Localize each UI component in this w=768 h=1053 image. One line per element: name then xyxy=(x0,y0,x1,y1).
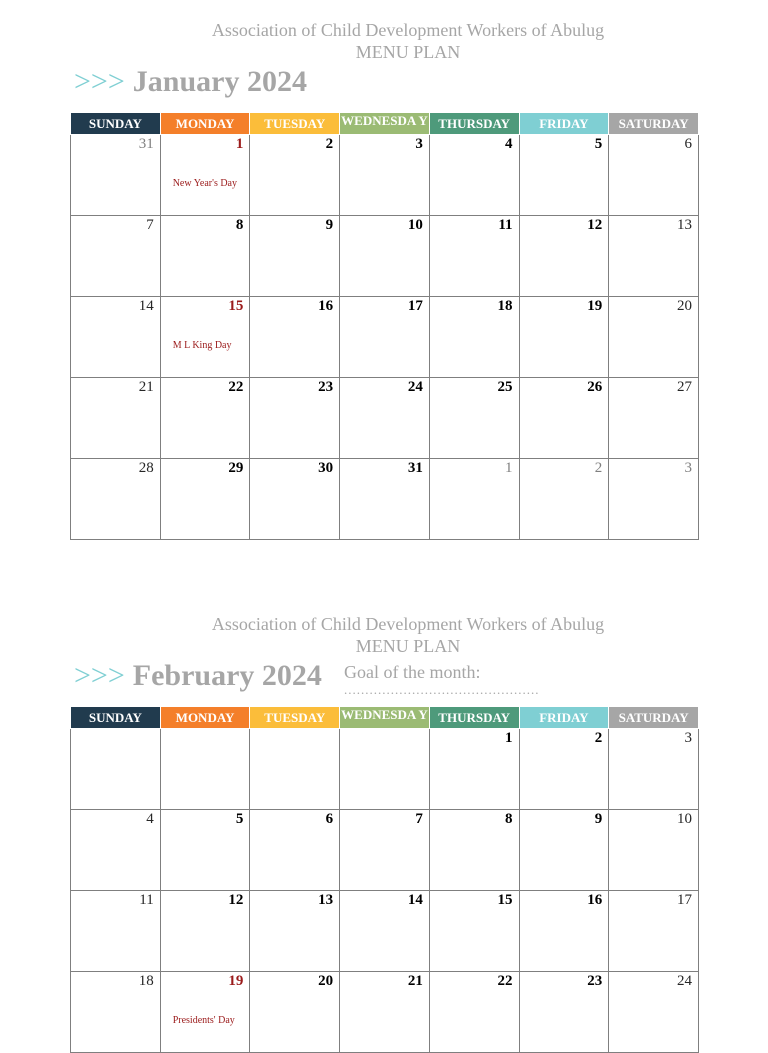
day-number: 15 xyxy=(228,298,244,314)
calendar-day-cell[interactable] xyxy=(609,729,699,810)
weekday-header xyxy=(160,707,250,729)
calendar-day-cell[interactable] xyxy=(429,891,519,972)
weekday-header xyxy=(429,707,519,729)
day-number: 14 xyxy=(138,298,154,314)
day-number: 7 xyxy=(146,217,154,233)
calendar-day-cell[interactable] xyxy=(429,810,519,891)
calendar-day-cell[interactable] xyxy=(340,135,430,216)
calendar-grid xyxy=(70,112,699,540)
calendar-day-cell[interactable] xyxy=(160,216,250,297)
calendar-day-cell[interactable] xyxy=(250,810,340,891)
day-number: 6 xyxy=(325,811,334,827)
day-number: 24 xyxy=(407,379,423,395)
calendar-day-cell[interactable] xyxy=(519,891,609,972)
day-number: 31 xyxy=(407,460,423,476)
weekday-header xyxy=(429,113,519,135)
calendar-week-row xyxy=(71,891,699,972)
calendar-day-cell[interactable] xyxy=(519,378,609,459)
day-number: 25 xyxy=(497,379,513,395)
day-number: 4 xyxy=(505,136,513,152)
month-title xyxy=(74,657,322,695)
calendar-week-row xyxy=(71,216,699,297)
day-number: 9 xyxy=(594,811,603,827)
day-number: 31 xyxy=(138,136,154,152)
weekday-label: TUESDAY xyxy=(264,116,326,131)
calendar-day-cell[interactable] xyxy=(250,891,340,972)
weekday-label: WEDNESDA Y xyxy=(341,707,428,722)
day-number: 29 xyxy=(228,460,244,476)
day-number: 1 xyxy=(505,730,513,746)
month-title xyxy=(74,63,307,101)
calendar-day-cell[interactable] xyxy=(160,972,250,1053)
day-number: 8 xyxy=(235,217,244,233)
holiday-label: Presidents' Day xyxy=(172,1015,235,1026)
calendar-day-cell[interactable] xyxy=(429,216,519,297)
calendar-day-cell[interactable] xyxy=(71,378,161,459)
weekday-label: THURSDAY xyxy=(438,710,511,725)
day-number: 23 xyxy=(318,379,334,395)
calendar-day-cell[interactable] xyxy=(160,378,250,459)
day-number: 16 xyxy=(587,892,603,908)
day-number: 9 xyxy=(325,217,334,233)
day-number: 27 xyxy=(677,379,692,395)
calendar-day-cell[interactable] xyxy=(519,459,609,540)
weekday-header xyxy=(71,113,161,135)
calendar-day-cell[interactable] xyxy=(609,216,699,297)
weekday-label: SUNDAY xyxy=(88,116,142,131)
calendar-day-cell[interactable] xyxy=(160,891,250,972)
calendar-week-row xyxy=(71,297,699,378)
calendar-day-cell[interactable] xyxy=(429,972,519,1053)
day-number: 22 xyxy=(228,379,244,395)
calendar-week-row xyxy=(71,378,699,459)
day-number: 21 xyxy=(138,379,154,395)
day-number: 18 xyxy=(138,973,154,989)
calendar-day-cell[interactable] xyxy=(160,459,250,540)
calendar-day-cell[interactable] xyxy=(429,378,519,459)
holiday-label: New Year's Day xyxy=(172,178,237,189)
calendar-day-cell[interactable] xyxy=(519,810,609,891)
calendar-week-row xyxy=(71,810,699,891)
day-number: 18 xyxy=(497,298,513,314)
day-number: 17 xyxy=(407,298,423,314)
day-number: 11 xyxy=(498,217,513,233)
calendar-day-cell[interactable] xyxy=(609,378,699,459)
day-number: 3 xyxy=(684,730,692,746)
calendar-day-cell[interactable] xyxy=(160,135,250,216)
weekday-label: SUNDAY xyxy=(88,710,142,725)
calendar-day-cell[interactable] xyxy=(519,297,609,378)
month-name: January 2024 xyxy=(132,65,307,98)
day-number: 26 xyxy=(587,379,603,395)
weekday-header xyxy=(250,707,340,729)
day-number: 19 xyxy=(587,298,603,314)
weekday-header xyxy=(519,113,609,135)
calendar-day-cell[interactable] xyxy=(71,216,161,297)
day-number: 19 xyxy=(228,973,244,989)
calendar-day-cell[interactable] xyxy=(71,135,161,216)
calendar-day-cell[interactable] xyxy=(340,297,430,378)
calendar-day-cell[interactable] xyxy=(519,729,609,810)
calendar-day-cell[interactable] xyxy=(250,135,340,216)
weekday-label: FRIDAY xyxy=(539,710,589,725)
calendar-day-cell[interactable] xyxy=(340,729,430,810)
day-number: 2 xyxy=(325,136,334,152)
calendar-day-cell[interactable] xyxy=(340,810,430,891)
weekday-header-row xyxy=(71,113,699,135)
day-number: 22 xyxy=(497,973,513,989)
calendar-day-cell[interactable] xyxy=(250,972,340,1053)
day-number: 12 xyxy=(228,892,244,908)
calendar-day-cell[interactable] xyxy=(71,972,161,1053)
day-number: 8 xyxy=(505,811,513,827)
day-number: 6 xyxy=(684,136,692,152)
day-number: 23 xyxy=(587,973,603,989)
weekday-header xyxy=(160,113,250,135)
day-number: 20 xyxy=(677,298,692,314)
calendar-day-cell[interactable] xyxy=(71,891,161,972)
calendar-week-row xyxy=(71,135,699,216)
organization-name: Association of Child Development Workers of Abulug xyxy=(211,20,605,40)
weekday-header xyxy=(609,113,699,135)
weekday-label: TUESDAY xyxy=(264,710,326,725)
calendar-day-cell[interactable] xyxy=(609,810,699,891)
day-number: 13 xyxy=(318,892,334,908)
day-number: 28 xyxy=(138,460,154,476)
day-number: 3 xyxy=(415,136,423,152)
weekday-label: MONDAY xyxy=(175,710,235,725)
day-number: 14 xyxy=(407,892,423,908)
day-number: 15 xyxy=(497,892,513,908)
day-number: 24 xyxy=(677,973,692,989)
weekday-label: FRIDAY xyxy=(539,116,589,131)
weekday-label: MONDAY xyxy=(175,116,235,131)
calendar-day-cell[interactable] xyxy=(250,378,340,459)
calendar-day-cell[interactable] xyxy=(609,891,699,972)
weekday-header-row xyxy=(71,707,699,729)
calendar-day-cell[interactable] xyxy=(250,459,340,540)
weekday-label: THURSDAY xyxy=(438,116,511,131)
day-number: 16 xyxy=(318,298,334,314)
calendar-day-cell[interactable] xyxy=(609,135,699,216)
weekday-label: SATURDAY xyxy=(618,116,689,131)
day-number: 5 xyxy=(594,136,603,152)
day-number: 5 xyxy=(235,811,244,827)
weekday-label: SATURDAY xyxy=(618,710,689,725)
calendar-day-cell[interactable] xyxy=(160,810,250,891)
calendar-week-row xyxy=(71,972,699,1053)
day-number: 1 xyxy=(505,460,513,476)
calendar-day-cell[interactable] xyxy=(340,378,430,459)
calendar-day-cell[interactable] xyxy=(609,459,699,540)
weekday-label: WEDNESDA Y xyxy=(341,113,428,128)
calendar-day-cell[interactable] xyxy=(340,972,430,1053)
weekday-header xyxy=(71,707,161,729)
calendar-day-cell[interactable] xyxy=(429,729,519,810)
calendar-day-cell[interactable] xyxy=(160,297,250,378)
calendar-week-row xyxy=(71,729,699,810)
day-number: 4 xyxy=(146,811,154,827)
weekday-header xyxy=(519,707,609,729)
calendar-day-cell[interactable] xyxy=(429,135,519,216)
weekday-header xyxy=(250,113,340,135)
month-name: February 2024 xyxy=(132,659,322,692)
calendar-day-cell[interactable] xyxy=(340,216,430,297)
goal-dotted-line[interactable]: .............................................. xyxy=(344,682,540,697)
calendar-day-cell[interactable] xyxy=(519,972,609,1053)
calendar-day-cell[interactable] xyxy=(609,297,699,378)
calendar-day-cell[interactable] xyxy=(250,216,340,297)
calendar-day-cell[interactable] xyxy=(71,459,161,540)
day-number: 10 xyxy=(677,811,692,827)
day-number: 1 xyxy=(235,136,244,152)
holiday-label: M L King Day xyxy=(172,340,232,351)
day-number: 7 xyxy=(415,811,423,827)
calendar-day-cell[interactable] xyxy=(340,459,430,540)
day-number: 13 xyxy=(677,217,692,233)
plan-title: MENU PLAN xyxy=(355,42,461,62)
day-number: 21 xyxy=(407,973,423,989)
day-number: 2 xyxy=(594,460,603,476)
calendar-day-cell[interactable] xyxy=(250,729,340,810)
calendar-day-cell[interactable] xyxy=(71,729,161,810)
goal-label: Goal of the month: xyxy=(344,662,481,682)
calendar-day-cell[interactable] xyxy=(429,297,519,378)
day-number: 10 xyxy=(407,217,423,233)
organization-name: Association of Child Development Workers of Abulug xyxy=(211,614,605,634)
calendar-day-cell[interactable] xyxy=(71,810,161,891)
arrows-decoration: >>> xyxy=(74,659,125,692)
weekday-header xyxy=(340,707,430,729)
calendar-day-cell[interactable] xyxy=(250,297,340,378)
calendar-week-row xyxy=(71,459,699,540)
day-number: 17 xyxy=(677,892,692,908)
weekday-header xyxy=(609,707,699,729)
day-number: 20 xyxy=(318,973,334,989)
calendar-day-cell[interactable] xyxy=(519,216,609,297)
day-number: 2 xyxy=(594,730,603,746)
day-number: 12 xyxy=(587,217,603,233)
calendar-day-cell[interactable] xyxy=(71,297,161,378)
plan-title: MENU PLAN xyxy=(355,636,461,656)
calendar-grid xyxy=(70,706,699,1053)
day-number: 30 xyxy=(318,460,334,476)
calendar-day-cell[interactable] xyxy=(429,459,519,540)
calendar-day-cell[interactable] xyxy=(609,972,699,1053)
calendar-day-cell[interactable] xyxy=(340,891,430,972)
day-number: 11 xyxy=(139,892,154,908)
calendar-day-cell[interactable] xyxy=(519,135,609,216)
calendar-day-cell[interactable] xyxy=(160,729,250,810)
arrows-decoration: >>> xyxy=(74,65,125,98)
weekday-header xyxy=(340,113,430,135)
day-number: 3 xyxy=(684,460,692,476)
